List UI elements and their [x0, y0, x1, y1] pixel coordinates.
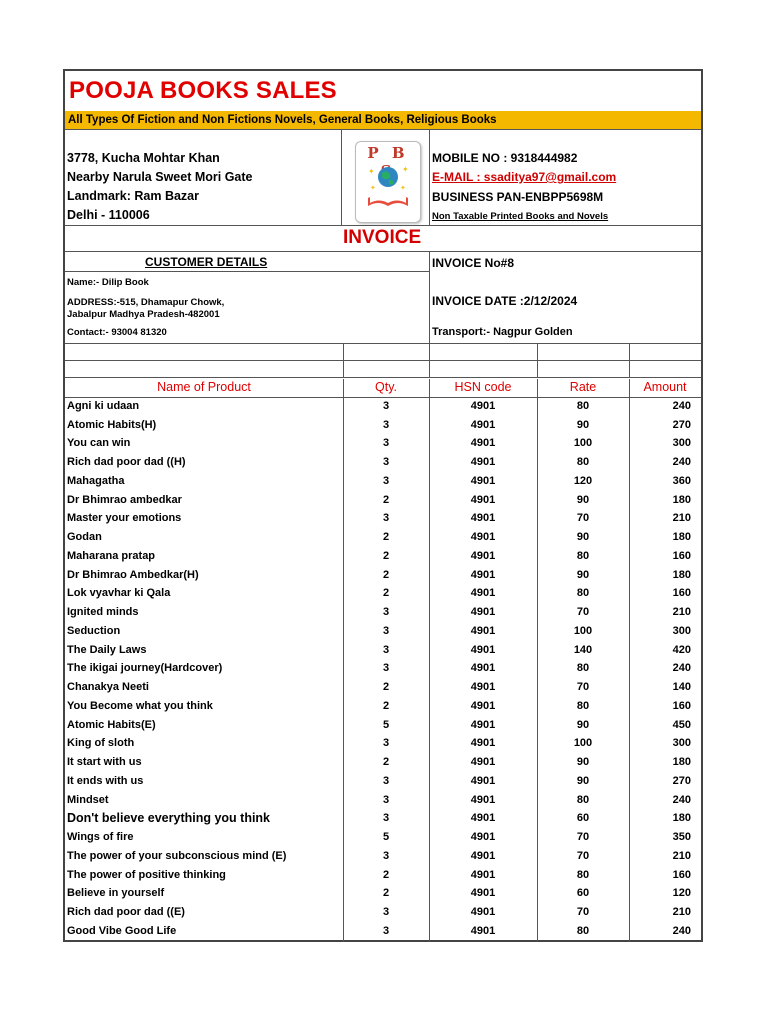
amount: 270: [672, 774, 691, 787]
rate: 90: [576, 568, 590, 581]
rate: 60: [576, 812, 590, 825]
hsn-code: 4901: [470, 437, 496, 450]
divider: [429, 129, 430, 225]
product-name: Chanakya Neeti: [67, 681, 149, 693]
address-line: 3778, Kucha Mohtar Khan: [67, 151, 220, 165]
qty: 2: [382, 887, 390, 900]
qty: 2: [382, 568, 390, 581]
svg-text:✦: ✦: [368, 167, 375, 176]
rate: 70: [576, 512, 590, 525]
product-name: You Become what you think: [67, 699, 213, 712]
amount: 450: [672, 718, 691, 731]
qty: 3: [382, 737, 390, 750]
hsn-code: 4901: [470, 512, 496, 525]
header-hsn: HSN code: [454, 380, 512, 394]
product-name: Agni ki udaan: [67, 399, 140, 412]
customer-contact: Contact:- 93004 81320: [67, 327, 167, 338]
product-name: The Daily Laws: [67, 643, 147, 656]
rate: 140: [573, 643, 593, 656]
transport: Transport:- Nagpur Golden: [432, 326, 573, 338]
qty: 5: [382, 718, 390, 731]
hsn-code: 4901: [470, 624, 496, 637]
svg-text:✦: ✦: [402, 165, 409, 174]
amount: 160: [672, 587, 691, 600]
address-line: Landmark: Ram Bazar: [67, 189, 199, 203]
address-line: Delhi - 110006: [67, 208, 150, 222]
amount: 420: [672, 643, 691, 656]
customer-details-heading: CUSTOMER DETAILS: [145, 255, 268, 269]
qty: 3: [382, 849, 390, 862]
amount: 240: [672, 924, 691, 937]
customer-address: Jabalpur Madhya Pradesh-482001: [67, 309, 220, 320]
divider: [429, 251, 430, 343]
qty: 2: [382, 549, 390, 562]
amount: 180: [672, 756, 691, 768]
header-amount: Amount: [643, 380, 687, 394]
product-name: Rich dad poor dad ((E): [67, 906, 185, 918]
rate: 80: [576, 587, 590, 600]
qty: 5: [382, 831, 390, 843]
company-name: POOJA BOOKS SALES: [69, 77, 337, 104]
invoice-number: INVOICE No#8: [432, 256, 515, 270]
amount: 240: [672, 662, 691, 675]
product-name: Dr Bhimrao ambedkar: [67, 493, 182, 506]
hsn-code: 4901: [470, 774, 496, 787]
hsn-code: 4901: [470, 699, 496, 712]
qty: 3: [382, 474, 390, 487]
amount: 180: [672, 531, 691, 543]
qty: 3: [382, 606, 390, 618]
product-name: Rich dad poor dad ((H): [67, 456, 186, 468]
qty: 3: [382, 812, 390, 825]
product-name: Mindset: [67, 793, 109, 806]
hsn-code: 4901: [470, 887, 496, 900]
divider: [629, 343, 630, 377]
amount: 160: [672, 699, 691, 712]
qty: 3: [382, 624, 390, 637]
amount: 210: [672, 906, 691, 918]
qty: 2: [382, 587, 390, 600]
amount: 210: [672, 512, 691, 525]
rate: 70: [576, 906, 590, 918]
amount: 180: [672, 568, 691, 581]
divider: [341, 129, 342, 225]
divider: [65, 129, 701, 130]
rate: 80: [576, 793, 590, 806]
qty: 2: [382, 531, 390, 543]
product-name: Ignited minds: [67, 606, 139, 618]
qty: 3: [382, 793, 390, 806]
product-name: Master your emotions: [67, 512, 182, 525]
amount: 120: [672, 887, 691, 900]
divider: [429, 343, 430, 377]
qty: 3: [382, 774, 390, 787]
rate: 80: [576, 549, 590, 562]
rate: 60: [576, 887, 590, 900]
rate: 80: [576, 399, 590, 412]
hsn-code: 4901: [470, 549, 496, 562]
customer-name: Name:- Dilip Book: [67, 277, 149, 288]
rate: 70: [576, 831, 590, 843]
invoice-sheet: [63, 69, 703, 942]
rate: 90: [576, 418, 590, 431]
tax-note: Non Taxable Printed Books and Novels: [432, 211, 609, 222]
divider: [65, 251, 701, 252]
qty: 3: [382, 512, 390, 525]
hsn-code: 4901: [470, 812, 496, 825]
rate: 90: [576, 493, 590, 506]
amount: 240: [672, 456, 691, 468]
divider: [65, 377, 701, 378]
qty: 3: [382, 662, 390, 675]
header-product: Name of Product: [157, 380, 251, 394]
amount: 240: [672, 399, 691, 412]
hsn-code: 4901: [470, 924, 496, 937]
amount: 160: [672, 868, 691, 881]
amount: 300: [672, 437, 691, 450]
amount: 350: [672, 831, 691, 843]
divider: [65, 225, 701, 226]
hsn-code: 4901: [470, 643, 496, 656]
amount: 140: [672, 681, 691, 693]
qty: 3: [382, 456, 390, 468]
company-tagline: All Types Of Fiction and Non Fictions Novels, General Books, Religious Books: [65, 111, 701, 129]
rate: 90: [576, 531, 590, 543]
hsn-code: 4901: [470, 737, 496, 750]
qty: 2: [382, 868, 390, 881]
qty: 3: [382, 418, 390, 431]
hsn-code: 4901: [470, 493, 496, 506]
hsn-code: 4901: [470, 849, 496, 862]
product-name: You can win: [67, 437, 131, 450]
divider: [65, 271, 429, 272]
hsn-code: 4901: [470, 868, 496, 881]
rate: 100: [573, 437, 593, 450]
product-name: Atomic Habits(H): [67, 418, 157, 431]
divider: [65, 397, 701, 398]
qty: 3: [382, 399, 390, 412]
divider: [343, 343, 344, 377]
hsn-code: 4901: [470, 587, 496, 600]
mobile-number: MOBILE NO : 9318444982: [432, 151, 578, 165]
rate: 90: [576, 774, 590, 787]
svg-text:✦: ✦: [400, 185, 406, 192]
product-name: Believe in yourself: [67, 887, 165, 900]
invoice-date: INVOICE DATE :2/12/2024: [432, 294, 578, 308]
product-name: Mahagatha: [67, 474, 125, 487]
hsn-code: 4901: [470, 831, 496, 843]
hsn-code: 4901: [470, 606, 496, 618]
invoice-title: INVOICE: [343, 227, 422, 248]
product-name: Dr Bhimrao Ambedkar(H): [67, 568, 199, 581]
product-name: The power of your subconscious mind (E): [67, 849, 287, 862]
hsn-code: 4901: [470, 399, 496, 412]
amount: 210: [672, 849, 691, 862]
amount: 360: [672, 474, 691, 487]
product-name: Good Vibe Good Life: [67, 924, 177, 937]
rate: 90: [576, 756, 590, 768]
rate: 100: [573, 624, 593, 637]
amount: 160: [672, 549, 691, 562]
amount: 300: [672, 624, 691, 637]
qty: 3: [382, 906, 390, 918]
product-name: The power of positive thinking: [67, 868, 226, 881]
amount: 240: [672, 793, 691, 806]
hsn-code: 4901: [470, 418, 496, 431]
email-link[interactable]: E-MAIL : ssaditya97@gmail.com: [432, 170, 617, 184]
divider: [65, 343, 701, 344]
rate: 120: [573, 474, 593, 487]
company-logo: P B ✦ ✦ ✦ ✦: [355, 141, 421, 223]
hsn-code: 4901: [470, 474, 496, 487]
customer-address: ADDRESS:-515, Dhamapur Chowk,: [67, 297, 225, 308]
qty: 3: [382, 643, 390, 656]
hsn-code: 4901: [470, 718, 496, 731]
rate: 70: [576, 681, 590, 693]
rate: 70: [576, 849, 590, 862]
product-name: Wings of fire: [67, 831, 134, 843]
rate: 80: [576, 924, 590, 937]
rate: 80: [576, 699, 590, 712]
hsn-code: 4901: [470, 568, 496, 581]
business-pan: BUSINESS PAN-ENBPP5698M: [432, 190, 604, 204]
amount: 210: [672, 606, 691, 618]
product-name: It start with us: [67, 756, 142, 768]
qty: 2: [382, 756, 390, 768]
amount: 180: [672, 493, 691, 506]
qty: 2: [382, 699, 390, 712]
amount: 180: [672, 812, 691, 825]
product-name: Atomic Habits(E): [67, 718, 156, 731]
product-name: The ikigai journey(Hardcover): [67, 662, 223, 675]
book-globe-icon: [356, 142, 420, 222]
amount: 270: [672, 418, 691, 431]
product-name: Lok vyavhar ki Qala: [67, 587, 171, 600]
amount: 300: [672, 737, 691, 750]
hsn-code: 4901: [470, 906, 496, 918]
product-name: King of sloth: [67, 737, 135, 750]
product-name: Don't believe everything you think: [67, 811, 271, 826]
svg-text:✦: ✦: [370, 185, 376, 192]
header-rate: Rate: [569, 380, 597, 394]
qty: 2: [382, 493, 390, 506]
rate: 80: [576, 456, 590, 468]
product-name: Seduction: [67, 624, 121, 637]
product-name: Godan: [67, 531, 102, 543]
divider: [65, 360, 701, 361]
hsn-code: 4901: [470, 793, 496, 806]
qty: 3: [382, 924, 390, 937]
rate: 80: [576, 868, 590, 881]
header-qty: Qty.: [375, 380, 397, 394]
address-line: Nearby Narula Sweet Mori Gate: [67, 170, 253, 184]
hsn-code: 4901: [470, 756, 496, 768]
hsn-code: 4901: [470, 681, 496, 693]
rate: 70: [576, 606, 590, 618]
rate: 100: [573, 737, 593, 750]
hsn-code: 4901: [470, 531, 496, 543]
product-name: It ends with us: [67, 774, 144, 787]
product-name: Maharana pratap: [67, 549, 156, 562]
rate: 90: [576, 718, 590, 731]
rate: 80: [576, 662, 590, 675]
divider: [537, 343, 538, 377]
hsn-code: 4901: [470, 456, 496, 468]
qty: 3: [382, 437, 390, 450]
qty: 2: [382, 681, 390, 693]
hsn-code: 4901: [470, 662, 496, 675]
